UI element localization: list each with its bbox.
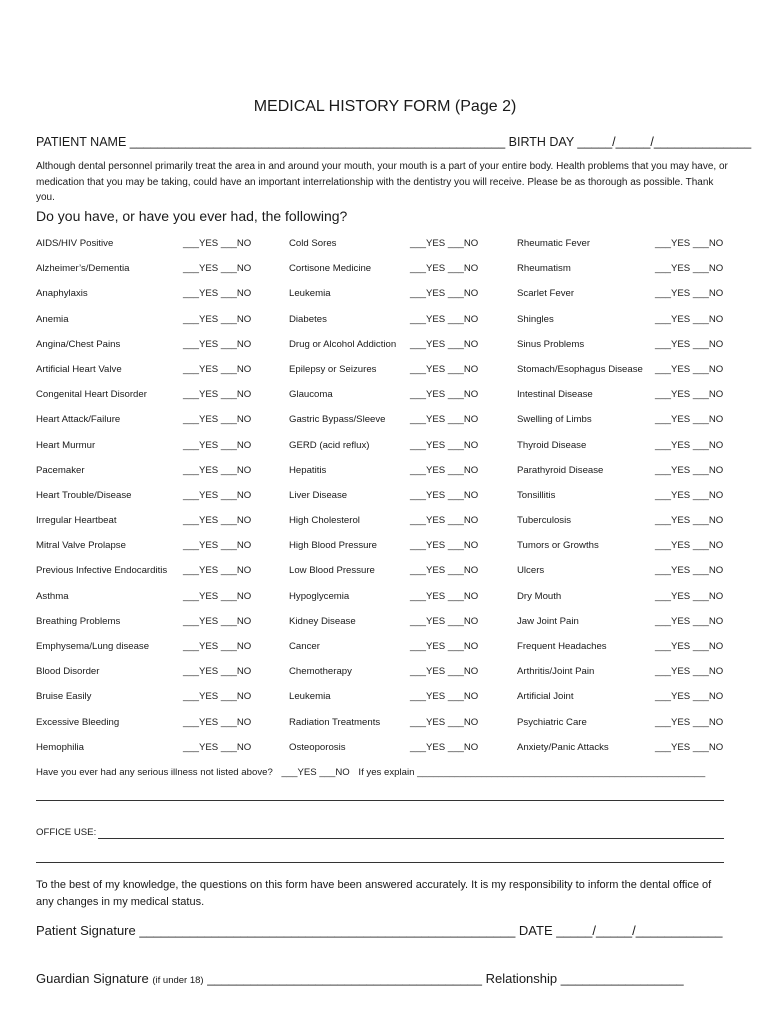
condition-label: Congenital Heart Disorder <box>36 389 147 401</box>
condition-label: Anemia <box>36 313 69 325</box>
condition-row <box>36 513 736 538</box>
condition-label: Swelling of Limbs <box>517 414 592 426</box>
condition-label: Emphysema/Lung disease <box>36 641 150 652</box>
serious-illness-question: Have you ever had any serious illness not listed above? <box>36 767 273 778</box>
yes-no-answer[interactable]: ___YES ___NO <box>183 641 252 652</box>
condition-label: Kidney Disease <box>289 615 356 627</box>
condition-label: Anaphylaxis <box>36 288 88 300</box>
condition-label: High Blood Pressure <box>289 540 377 552</box>
condition-label: Anxiety/Panic Attacks <box>517 741 609 753</box>
condition-row <box>36 236 736 261</box>
yes-no-answer[interactable]: ___YES ___NO <box>655 716 724 728</box>
guardian-note: (if under 18) <box>152 975 204 986</box>
yes-no-answer[interactable]: ___YES ___NO <box>183 439 252 451</box>
condition-label: Epilepsy or Seizures <box>289 363 377 375</box>
condition-row <box>36 463 736 488</box>
condition-label: Blood Disorder <box>36 666 100 678</box>
yes-no-answer[interactable]: ___YES ___NO <box>410 515 479 527</box>
condition-label: Osteoporosis <box>289 741 346 753</box>
condition-label: Chemotherapy <box>289 666 352 678</box>
condition-label: Pacemaker <box>36 464 85 476</box>
condition-row <box>36 387 736 412</box>
yes-no-answer[interactable]: ___YES ___NO <box>183 338 252 350</box>
condition-label: Stomach/Esophagus Disease <box>517 363 643 375</box>
condition-label: Hepatitis <box>289 464 327 476</box>
serious-illness-explain[interactable]: If yes explain ______________________________________________________ <box>358 767 706 778</box>
serious-illness-question-row <box>36 766 705 780</box>
yes-no-answer[interactable]: ___YES ___NO <box>410 716 479 728</box>
condition-label: Irregular Heartbeat <box>36 515 117 527</box>
yes-no-answer[interactable]: ___YES ___NO <box>183 540 252 552</box>
yes-no-answer[interactable]: ___YES ___NO <box>410 389 479 401</box>
condition-label: Hemophilia <box>36 741 84 753</box>
condition-row <box>36 362 736 387</box>
yes-no-answer[interactable]: ___YES ___NO <box>410 313 479 325</box>
yes-no-answer[interactable]: ___YES ___NO <box>410 414 479 426</box>
patient-name-birthday-line[interactable]: PATIENT NAME ______________________________________________________ BIRTH DAY _____/_____/______________ <box>36 135 752 149</box>
condition-label: Heart Murmur <box>36 439 96 451</box>
office-use-line[interactable] <box>98 838 724 839</box>
condition-label: Heart Trouble/Disease <box>36 489 132 501</box>
condition-label: Leukemia <box>289 691 331 703</box>
yes-no-answer[interactable]: ___YES ___NO <box>410 238 479 249</box>
yes-no-answer[interactable]: ___YES ___NO <box>183 515 252 527</box>
condition-label: Rheumatic Fever <box>517 238 591 249</box>
condition-label: Shingles <box>517 313 554 325</box>
yes-no-answer[interactable]: ___YES ___NO <box>655 691 724 703</box>
condition-label: Scarlet Fever <box>517 288 575 300</box>
condition-label: Rheumatism <box>517 263 571 275</box>
condition-label: Ulcers <box>517 565 545 577</box>
condition-label: Liver Disease <box>289 489 348 501</box>
yes-no-answer[interactable]: ___YES ___NO <box>655 363 724 375</box>
condition-label: Asthma <box>36 590 69 602</box>
accuracy-statement: To the best of my knowledge, the questions on this form have been answered accurately. It is my responsibility to inform the dental office of any changes in my medical status. <box>36 879 712 908</box>
condition-row <box>36 614 736 639</box>
yes-no-answer[interactable]: ___YES ___NO <box>410 666 479 678</box>
condition-row <box>36 639 736 664</box>
yes-no-answer[interactable]: ___YES ___NO <box>183 666 252 678</box>
yes-no-answer[interactable]: ___YES ___NO <box>655 263 724 275</box>
yes-no-answer[interactable]: ___YES ___NO <box>655 615 724 627</box>
condition-label: Tumors or Growths <box>517 540 599 552</box>
yes-no-answer[interactable]: ___YES ___NO <box>655 464 724 476</box>
condition-row <box>36 538 736 563</box>
condition-label: Previous Infective Endocarditis <box>36 565 168 577</box>
yes-no-answer[interactable]: ___YES ___NO <box>183 313 252 325</box>
condition-label: GERD (acid reflux) <box>289 439 370 451</box>
conditions-grid <box>36 236 736 765</box>
yes-no-answer[interactable]: ___YES ___NO <box>410 338 479 350</box>
condition-label: Breathing Problems <box>36 615 121 627</box>
condition-row <box>36 689 736 714</box>
condition-row <box>36 488 736 513</box>
condition-label: Cortisone Medicine <box>289 263 372 275</box>
condition-label: Frequent Headaches <box>517 641 607 652</box>
condition-label: Artificial Joint <box>517 691 574 703</box>
condition-label: Excessive Bleeding <box>36 716 120 728</box>
yes-no-answer[interactable]: ___YES ___NO <box>183 615 252 627</box>
condition-label: Mitral Valve Prolapse <box>36 540 126 552</box>
condition-row <box>36 589 736 614</box>
condition-label: Gastric Bypass/Sleeve <box>289 414 386 426</box>
yes-no-answer[interactable]: ___YES ___NO <box>410 464 479 476</box>
condition-label: Alzheimer’s/Dementia <box>36 263 130 275</box>
yes-no-answer[interactable]: ___YES ___NO <box>183 716 252 728</box>
condition-label: Intestinal Disease <box>517 389 593 401</box>
yes-no-answer[interactable]: ___YES ___NO <box>410 263 479 275</box>
yes-no-answer[interactable]: ___YES ___NO <box>655 238 724 249</box>
yes-no-answer[interactable]: ___YES ___NO <box>183 363 252 375</box>
condition-label: Glaucoma <box>289 389 333 401</box>
office-use-label: OFFICE USE: <box>36 827 97 838</box>
yes-no-answer[interactable]: ___YES ___NO <box>410 615 479 627</box>
yes-no-answer[interactable]: ___YES ___NO <box>655 590 724 602</box>
office-use-line-2[interactable] <box>36 862 724 863</box>
condition-label: Hypoglycemia <box>289 590 350 602</box>
explain-line[interactable] <box>36 800 724 801</box>
yes-no-answer[interactable]: ___YES ___NO <box>655 288 724 300</box>
yes-no-answer[interactable]: ___YES ___NO <box>410 565 479 577</box>
yes-no-answer[interactable]: ___YES ___NO <box>183 288 252 300</box>
yes-no-answer[interactable]: ___YES ___NO <box>183 489 252 501</box>
yes-no-answer[interactable]: ___YES ___NO <box>655 489 724 501</box>
condition-row <box>36 261 736 286</box>
yes-no-answer[interactable]: ___YES ___NO <box>410 590 479 602</box>
guardian-signature-line[interactable]: ______________________________________ Relationship _________________ <box>207 971 684 986</box>
condition-row <box>36 312 736 337</box>
condition-row <box>36 664 736 689</box>
yes-no-answer[interactable]: ___YES ___NO <box>655 741 724 753</box>
yes-no-answer[interactable]: ___YES ___NO <box>410 540 479 552</box>
yes-no-answer[interactable]: ___YES ___NO <box>655 666 724 678</box>
condition-row <box>36 412 736 437</box>
condition-label: Cold Sores <box>289 238 337 249</box>
yes-no-answer[interactable]: ___YES ___NO <box>655 540 724 552</box>
condition-label: Thyroid Disease <box>517 439 587 451</box>
question-heading: Do you have, or have you ever had, the following? <box>36 208 348 224</box>
guardian-signature-row <box>36 970 684 990</box>
yes-no-answer[interactable]: ___YES ___NO <box>655 565 724 577</box>
condition-row <box>36 715 736 740</box>
condition-label: Tonsillitis <box>517 489 556 501</box>
condition-label: AIDS/HIV Positive <box>36 238 114 249</box>
yes-no-answer[interactable]: ___YES ___NO <box>410 288 479 300</box>
condition-label: Jaw Joint Pain <box>517 615 579 627</box>
condition-label: High Cholesterol <box>289 515 360 527</box>
condition-row <box>36 286 736 311</box>
condition-label: Artificial Heart Valve <box>36 363 122 375</box>
yes-no-answer[interactable]: ___YES ___NO <box>183 590 252 602</box>
yes-no-answer[interactable]: ___YES ___NO <box>655 338 724 350</box>
intro-paragraph: Although dental personnel primarily treat the area in and around your mouth, your mouth is a part of your entire body. Health problems that you may have, or medication that you may be taking, could have an important interrelationship with the dentistry you will receive. Please be as thorough as possible. Thank you. <box>36 161 728 203</box>
yes-no-answer[interactable]: ___YES ___NO <box>183 691 252 703</box>
yes-no-answer[interactable]: ___YES ___NO <box>410 741 479 753</box>
yes-no-answer[interactable]: ___YES ___NO <box>183 389 252 401</box>
yes-no-answer[interactable]: ___YES ___NO <box>410 363 479 375</box>
yes-no-answer[interactable]: ___YES ___NO <box>410 641 479 652</box>
condition-label: Parathyroid Disease <box>517 464 604 476</box>
condition-label: Cancer <box>289 641 320 652</box>
condition-label: Drug or Alcohol Addiction <box>289 338 397 350</box>
condition-label: Bruise Easily <box>36 691 92 703</box>
condition-label: Diabetes <box>289 313 327 325</box>
yes-no-answer[interactable]: ___YES ___NO <box>410 691 479 703</box>
condition-row <box>36 337 736 362</box>
yes-no-answer[interactable]: ___YES ___NO <box>183 238 252 249</box>
yes-no-answer[interactable]: ___YES ___NO <box>410 439 479 451</box>
yes-no-answer[interactable]: ___YES ___NO <box>183 263 252 275</box>
condition-row <box>36 563 736 588</box>
condition-label: Heart Attack/Failure <box>36 414 121 426</box>
yes-no-answer[interactable]: ___YES ___NO <box>655 414 724 426</box>
condition-label: Low Blood Pressure <box>289 565 375 577</box>
yes-no-answer[interactable]: ___YES ___NO <box>655 389 724 401</box>
condition-row <box>36 438 736 463</box>
condition-label: Arthritis/Joint Pain <box>517 666 595 678</box>
yes-no-answer[interactable]: ___YES ___NO <box>183 565 252 577</box>
yes-no-answer[interactable]: ___YES ___NO <box>655 515 724 527</box>
yes-no-answer[interactable]: ___YES ___NO <box>183 741 252 753</box>
yes-no-answer[interactable]: ___YES ___NO <box>183 414 252 426</box>
patient-signature-line[interactable]: Patient Signature ____________________________________________________ DATE _____/_____/____________ <box>36 923 723 938</box>
guardian-signature-label: Guardian Signature <box>36 971 149 986</box>
yes-no-answer[interactable]: ___YES ___NO <box>410 489 479 501</box>
condition-row <box>36 740 736 765</box>
yes-no-answer[interactable]: ___YES ___NO <box>183 464 252 476</box>
condition-label: Tuberculosis <box>517 515 572 527</box>
form-title: MEDICAL HISTORY FORM (Page 2) <box>253 98 517 115</box>
serious-illness-answer[interactable]: ___YES ___NO <box>281 767 350 778</box>
condition-label: Psychiatric Care <box>517 716 587 728</box>
condition-label: Leukemia <box>289 288 331 300</box>
yes-no-answer[interactable]: ___YES ___NO <box>655 439 724 451</box>
condition-label: Angina/Chest Pains <box>36 338 121 350</box>
yes-no-answer[interactable]: ___YES ___NO <box>655 313 724 325</box>
yes-no-answer[interactable]: ___YES ___NO <box>655 641 724 652</box>
condition-label: Sinus Problems <box>517 338 585 350</box>
condition-label: Dry Mouth <box>517 590 562 602</box>
condition-label: Radiation Treatments <box>289 716 381 728</box>
